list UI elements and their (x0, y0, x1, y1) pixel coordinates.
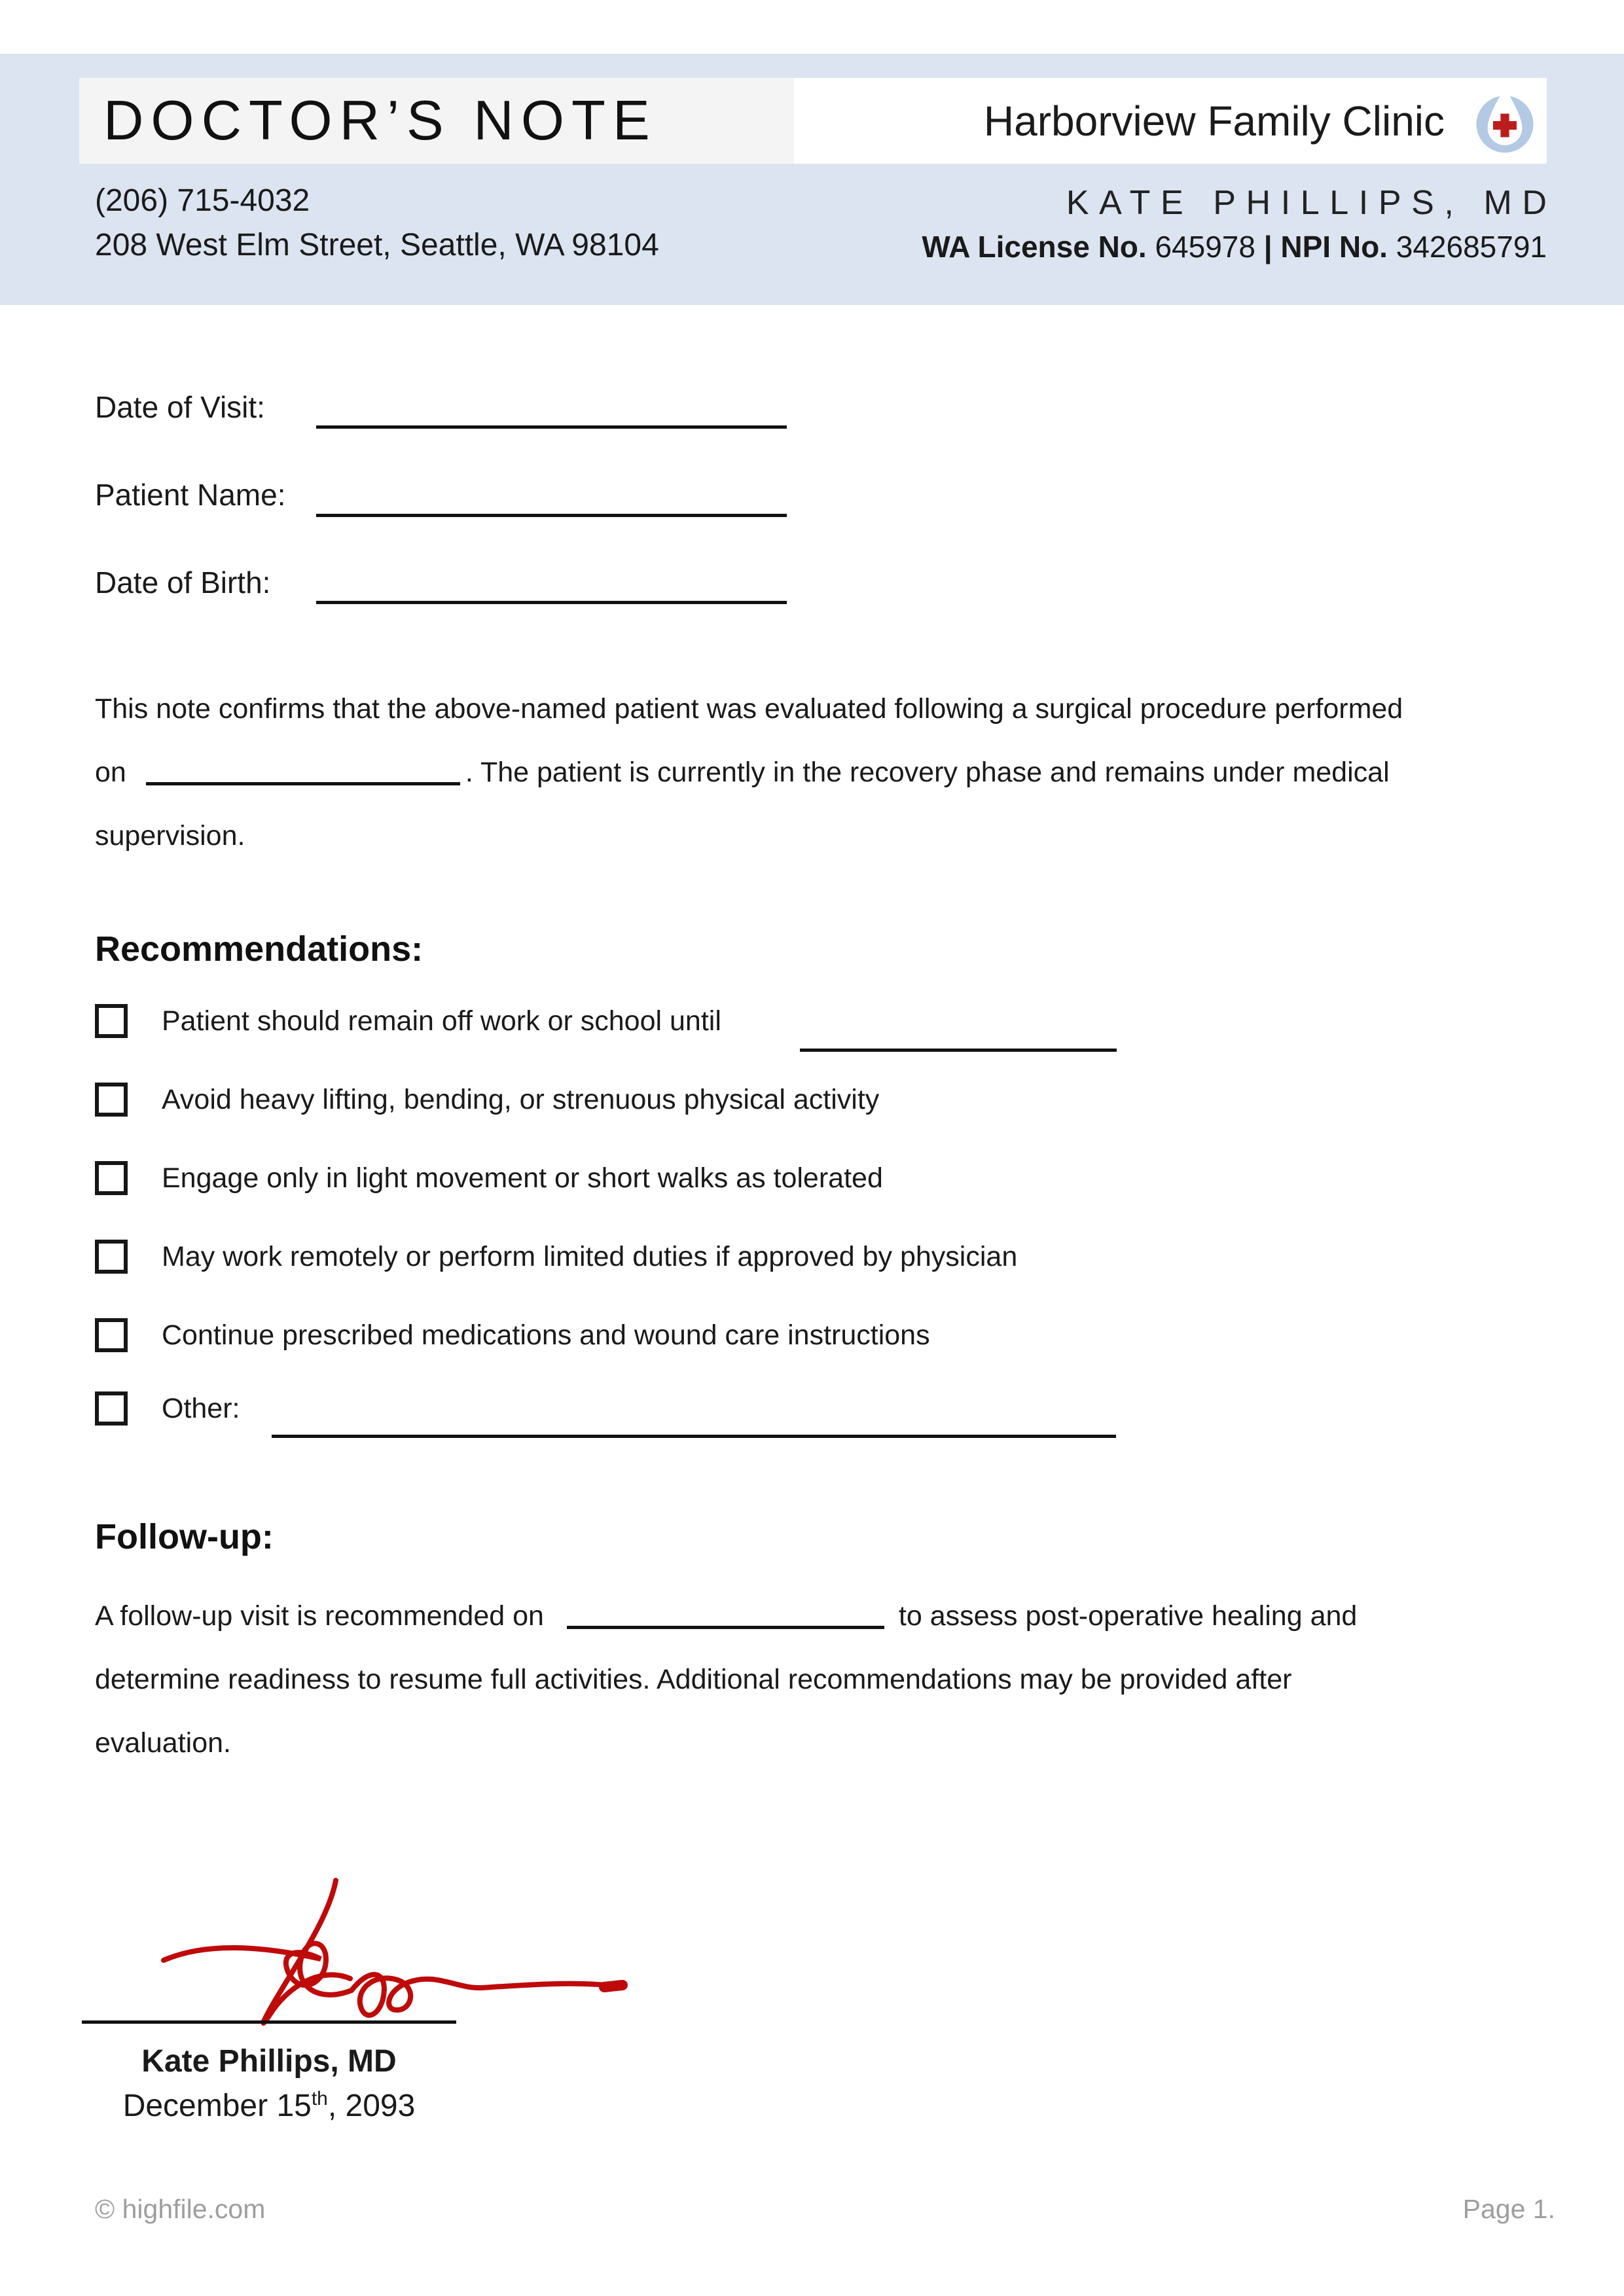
date-of-birth-field-line[interactable] (316, 601, 787, 604)
intro-line3: supervision. (95, 820, 245, 852)
doctor-name: KATE PHILLIPS, MD (1066, 184, 1557, 222)
intro-paragraph (95, 677, 1542, 868)
avoid-lifting-checkbox[interactable] (95, 1083, 128, 1117)
off-work-checkbox[interactable] (95, 1004, 128, 1038)
light-movement-checkbox[interactable] (95, 1161, 128, 1195)
signed-doctor-name: Kate Phillips, MD (141, 2044, 397, 2079)
patient-name-label: Patient Name: (95, 478, 286, 512)
followup-heading: Follow-up: (95, 1517, 274, 1556)
patient-name-field-line[interactable] (316, 514, 787, 517)
droplet-cross-icon (1473, 87, 1536, 155)
recommendation-item-label: May work remotely or perform limited duties if approved by physician (162, 1241, 1018, 1272)
signature-date-main: December 15 (122, 2089, 312, 2123)
clinic-address: 208 West Elm Street, Seattle, WA 98104 (95, 228, 659, 262)
date-of-birth-label: Date of Birth: (95, 565, 271, 600)
clinic-name: Harborview Family Clinic (983, 97, 1445, 145)
date-of-visit-label: Date of Visit: (95, 390, 265, 424)
signature-ink (154, 1869, 632, 2032)
recommendations-heading: Recommendations: (95, 929, 424, 969)
recommendation-item (95, 1005, 721, 1037)
followup-line2: determine readiness to resume full activities. Additional recommendations may be provided after (95, 1664, 1292, 1695)
title-panel (79, 78, 794, 164)
other-checkbox[interactable] (95, 1391, 128, 1426)
intro-line2-suffix: . The patient is currently in the recovery phase and remains under medical (465, 757, 1390, 788)
recommendation-item-label: Continue prescribed medications and wound care instructions (162, 1319, 930, 1351)
medications-checkbox[interactable] (95, 1318, 128, 1352)
clinic-phone: (206) 715-4032 (95, 183, 310, 218)
page-number: Page 1. (1462, 2194, 1555, 2224)
off-work-until-field-line[interactable] (800, 1049, 1117, 1052)
followup-line1-prefix: A follow-up visit is recommended on (95, 1600, 544, 1632)
followup-date-field-line[interactable] (567, 1606, 884, 1629)
signature-date-suffix: th (311, 2088, 328, 2109)
date-of-visit-field-line[interactable] (316, 425, 787, 429)
license-line (922, 229, 1547, 264)
page-title: DOCTOR’S NOTE (103, 90, 657, 152)
other-field-line[interactable] (272, 1435, 1116, 1438)
followup-line1-suffix: to assess post-operative healing and (898, 1600, 1358, 1632)
recommendation-item (95, 1084, 879, 1115)
recommendation-item (95, 1162, 883, 1194)
recommendation-item (95, 1393, 240, 1424)
signature-date-rest: , 2093 (327, 2089, 416, 2123)
signature-line (82, 2020, 456, 2024)
recommendation-item-label: Engage only in light movement or short walks as tolerated (162, 1162, 883, 1194)
copyright-text: © highfile.com (95, 2194, 266, 2224)
followup-line3: evaluation. (95, 1727, 231, 1759)
npi-value: 342685791 (1396, 230, 1547, 264)
separator: | (1263, 230, 1272, 264)
npi-label: NPI No. (1280, 230, 1388, 264)
recommendation-item-label: Patient should remain off work or school until (162, 1005, 721, 1037)
wa-license-value: 645978 (1155, 230, 1255, 264)
recommendation-item-label: Other: (162, 1393, 240, 1424)
wa-license-label: WA License No. (922, 230, 1147, 264)
remote-work-checkbox[interactable] (95, 1240, 128, 1274)
clinic-panel (794, 78, 1547, 164)
intro-line2-prefix: on (95, 757, 126, 788)
signature-date (82, 2088, 456, 2124)
recommendation-item-label: Avoid heavy lifting, bending, or strenuous physical activity (162, 1084, 880, 1115)
followup-paragraph (95, 1585, 1542, 1775)
intro-line1: This note confirms that the above-named patient was evaluated following a surgical procedure performed (95, 693, 1403, 725)
procedure-date-field-line[interactable] (146, 762, 460, 785)
recommendation-item (95, 1319, 930, 1351)
recommendation-item (95, 1241, 1017, 1272)
